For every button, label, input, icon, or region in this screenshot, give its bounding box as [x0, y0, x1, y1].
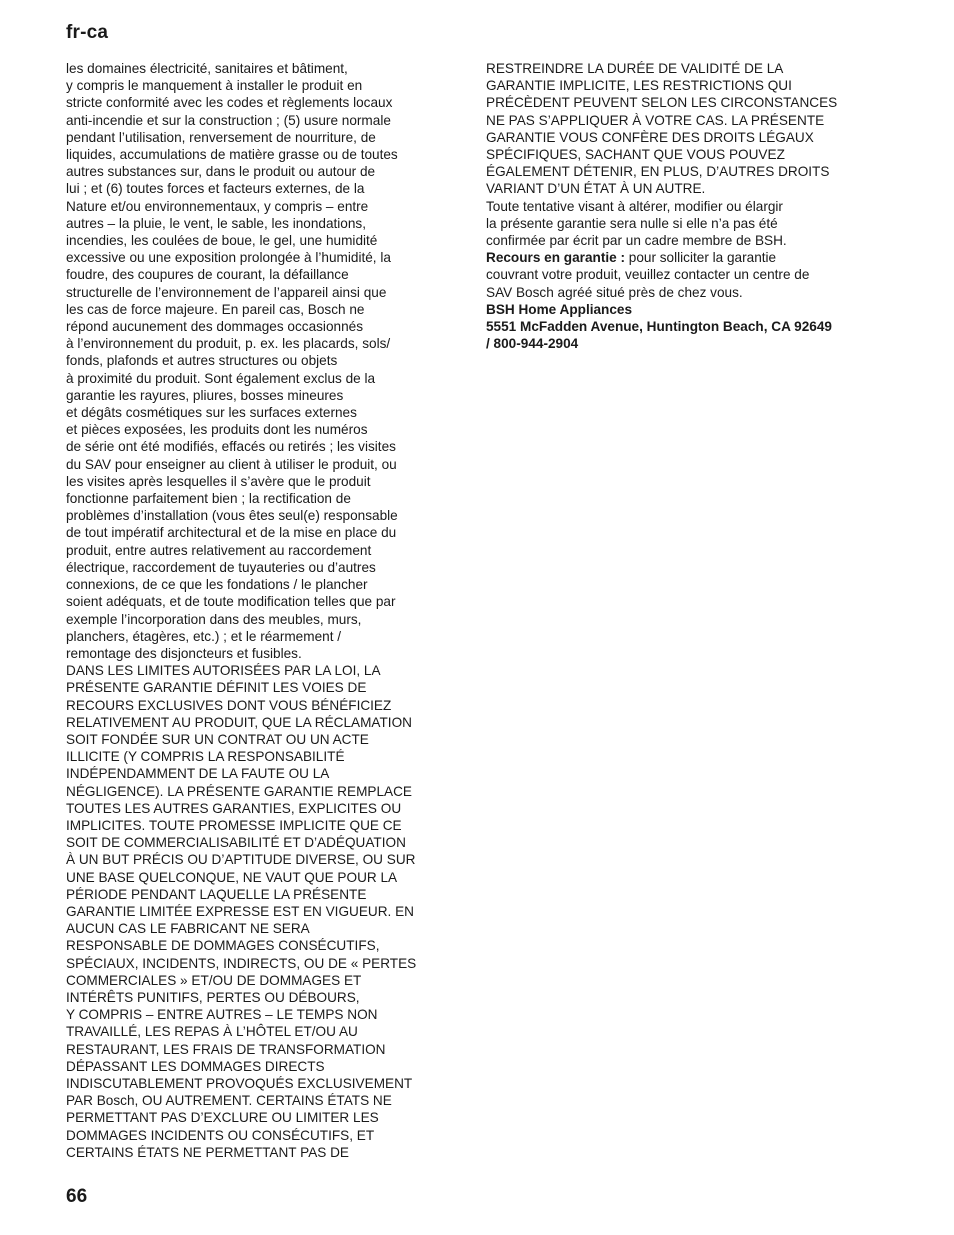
text-line: RECOURS EXCLUSIVES DONT VOUS BÉNÉFICIEZ [66, 697, 392, 713]
text-line: structurelle de l’environnement de l’appareil ainsi que [66, 284, 387, 300]
text-line: autres substances sur, dans le produit ou autour de [66, 164, 376, 180]
recours-text: pour solliciter la garantie [625, 250, 777, 266]
recours-line: couvrant votre produit, veuillez contacter un centre de [486, 267, 810, 283]
text-line: les visites après lesquelles il s’avère que le produit [66, 473, 371, 489]
text-line: à proximité du produit. Sont également exclus de la [66, 370, 376, 386]
company-phone: / 800-944-2904 [486, 336, 579, 352]
text-line: PÉRIODE PENDANT LAQUELLE LA PRÉSENTE [66, 886, 367, 902]
text-line: produit, entre autres relativement au raccordement [66, 542, 372, 558]
text-line: DÉPASSANT LES DOMMAGES DIRECTS [66, 1058, 325, 1074]
text-line: liquides, accumulations de matière grasse ou de toutes [66, 147, 398, 163]
text-line: connexions, de ce que les fondations / le plancher [66, 577, 368, 593]
text-line: GARANTIE IMPLICITE, LES RESTRICTIONS QUI [486, 78, 792, 94]
text-line: IMPLICITES. TOUTE PROMESSE IMPLICITE QUE CE [66, 817, 402, 833]
text-line: RESPONSABLE DE DOMMAGES CONSÉCUTIFS, [66, 938, 380, 954]
text-line: et dégâts cosmétiques sur les surfaces externes [66, 405, 357, 421]
right-text-column [486, 60, 866, 352]
text-line: électrique, raccordement de tuyauteries ou d’autres [66, 559, 376, 575]
text-line: SOIT DE COMMERCIALISABILITÉ ET D’ADÉQUATION [66, 835, 406, 851]
text-line: SPÉCIFIQUES, SACHANT QUE VOUS POUVEZ [486, 147, 785, 163]
text-line: NE PAS S’APPLIQUER À VOTRE CAS. LA PRÉSENTE [486, 112, 825, 128]
text-line: PRÉSENTE GARANTIE DÉFINIT LES VOIES DE [66, 680, 367, 696]
text-line: lui ; et (6) toutes forces et facteurs externes, de la [66, 181, 365, 197]
text-line: SPÉCIAUX, INCIDENTS, INDIRECTS, OU DE « PERTES [66, 955, 417, 971]
page-number: 66 [66, 1186, 88, 1207]
language-code: fr-ca [66, 22, 109, 43]
text-line: INDÉPENDAMMENT DE LA FAUTE OU LA [66, 766, 330, 782]
text-line: exemple l’incorporation dans des meubles, murs, [66, 611, 362, 627]
text-line: Nature et/ou environnementaux, y compris – entre [66, 198, 369, 214]
text-line: la présente garantie sera nulle si elle n’a pas été [486, 215, 778, 231]
text-line: foudre, des coupures de courant, la défaillance [66, 267, 349, 283]
text-line: PERMETTANT PAS D’EXCLURE OU LIMITER LES [66, 1110, 379, 1126]
text-line: RESTREINDRE LA DURÉE DE VALIDITÉ DE LA [486, 61, 784, 76]
text-line: ILLICITE (Y COMPRIS LA RESPONSABILITÉ [66, 749, 345, 765]
text-line: INTÉRÊTS PUNITIFS, PERTES OU DÉBOURS, [66, 989, 360, 1005]
text-line: SOIT FONDÉE SUR UN CONTRAT OU UN ACTE [66, 731, 369, 747]
text-line: COMMERCIALES » ET/OU DE DOMMAGES ET [66, 972, 362, 988]
text-line: ÉGALEMENT DÉTENIR, EN PLUS, D’AUTRES DROITS [486, 164, 830, 180]
text-line: de tout impératif architectural et de la mise en place du [66, 525, 397, 541]
text-line: planchers, étagères, etc.) ; et le réarmement / [66, 628, 342, 644]
text-line: confirmée par écrit par un cadre membre de BSH. [486, 233, 787, 249]
text-line: garantie les rayures, pliures, bosses mineures [66, 387, 344, 403]
text-line: à l’environnement du produit, p. ex. les placards, sols/ [66, 336, 391, 352]
text-line: INDISCUTABLEMENT PROVOQUÉS EXCLUSIVEMENT [66, 1075, 413, 1091]
recours-paragraph-line [486, 249, 866, 266]
text-line: problèmes d’installation (vous êtes seul(e) responsable [66, 508, 398, 524]
text-line: TRAVAILLÉ, LES REPAS À L’HÔTEL ET/OU AU [66, 1024, 358, 1040]
recours-label: Recours en garantie : [486, 250, 625, 266]
text-line: fonctionne parfaitement bien ; la rectification de [66, 491, 351, 507]
text-line: répond aucunement des dommages occasionnés [66, 319, 363, 335]
text-line: remontage des disjoncteurs et fusibles. [66, 645, 302, 661]
text-line: À UN BUT PRÉCIS OU D’APTITUDE DIVERSE, OU SUR [66, 852, 416, 868]
text-line: et pièces exposées, les produits dont les numéros [66, 422, 368, 438]
text-line: CERTAINS ÉTATS NE PERMETTANT PAS DE [66, 1144, 349, 1160]
text-line: anti-incendie et sur la construction ; (5) usure normale [66, 112, 391, 128]
text-line: incendies, les coulées de boue, le gel, une humidité [66, 233, 378, 249]
text-line: NÉGLIGENCE). LA PRÉSENTE GARANTIE REMPLACE [66, 783, 412, 799]
text-line: AUCUN CAS LE FABRICANT NE SERA [66, 921, 310, 937]
text-line: excessive ou une exposition prolongée à l’humidité, la [66, 250, 391, 266]
company-name: BSH Home Appliances [486, 301, 633, 317]
text-line: pendant l’utilisation, renversement de nourriture, de [66, 129, 376, 145]
text-line: fonds, plafonds et autres structures ou objets [66, 353, 338, 369]
text-line: PAR Bosch, OU AUTREMENT. CERTAINS ÉTATS NE [66, 1093, 392, 1109]
text-line: RELATIVEMENT AU PRODUIT, QUE LA RÉCLAMATION [66, 714, 412, 730]
text-line: soient adéquats, et de toute modification telles que par [66, 594, 396, 610]
text-line: GARANTIE VOUS CONFÈRE DES DROITS LÉGAUX [486, 129, 814, 145]
text-line: PRÉCÈDENT PEUVENT SELON LES CIRCONSTANCES [486, 95, 838, 111]
text-line: y compris le manquement à installer le produit en [66, 78, 363, 94]
text-line: DOMMAGES INCIDENTS OU CONSÉCUTIFS, ET [66, 1127, 375, 1143]
text-line: GARANTIE LIMITÉE EXPRESSE EST EN VIGUEUR. EN [66, 903, 414, 919]
text-line: de série ont été modifiés, effacés ou retirés ; les visites [66, 439, 396, 455]
text-line: du SAV pour enseigner au client à utiliser le produit, ou [66, 456, 397, 472]
text-line: les domaines électricité, sanitaires et bâtiment, [66, 61, 348, 76]
text-line: les cas de force majeure. En pareil cas, Bosch ne [66, 301, 365, 317]
company-address: 5551 McFadden Avenue, Huntington Beach, CA 92649 [486, 319, 832, 335]
text-line: autres – la pluie, le vent, le sable, les inondations, [66, 215, 367, 231]
text-line: UNE BASE QUELCONQUE, NE VAUT QUE POUR LA [66, 869, 398, 885]
text-line: stricte conformité avec les codes et règlements locaux [66, 95, 393, 111]
left-text-column [66, 60, 446, 1161]
recours-line: SAV Bosch agréé situé près de chez vous. [486, 284, 743, 300]
text-line: TOUTES LES AUTRES GARANTIES, EXPLICITES OU [66, 800, 402, 816]
text-line: VARIANT D’UN ÉTAT À UN AUTRE. [486, 181, 706, 197]
text-line: Toute tentative visant à altérer, modifier ou élargir [486, 198, 783, 214]
text-line: Y COMPRIS – ENTRE AUTRES – LE TEMPS NON [66, 1007, 378, 1023]
text-line: DANS LES LIMITES AUTORISÉES PAR LA LOI, LA [66, 663, 381, 679]
text-line: RESTAURANT, LES FRAIS DE TRANSFORMATION [66, 1041, 386, 1057]
